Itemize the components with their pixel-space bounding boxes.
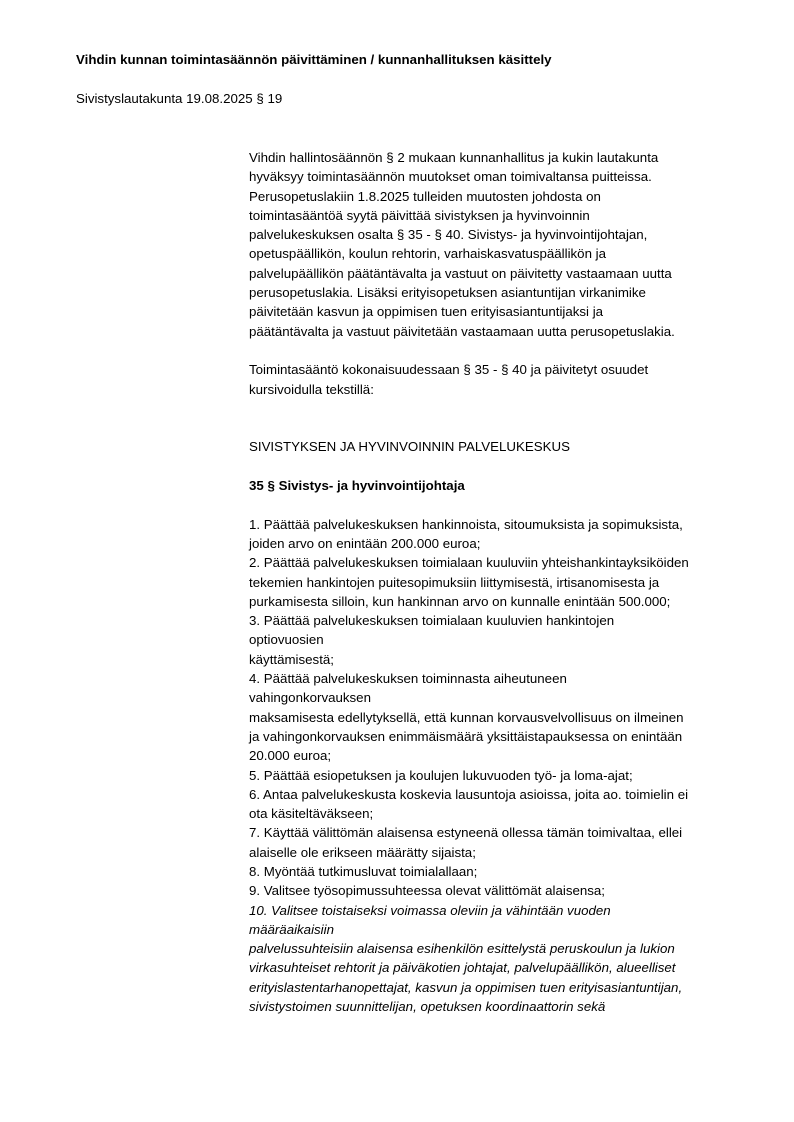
intro-line: opetuspäällikön, koulun rehtorin, varhaiskasvatuspäällikön ja xyxy=(249,246,607,262)
list-item-line: vahingonkorvauksen xyxy=(249,690,371,706)
list-item-line: 7. Käyttää välittömän alaisensa estyneenä ollessa tämän toimivaltaa, ellei xyxy=(249,825,683,841)
list-item-line: joiden arvo on enintään 200.000 euroa; xyxy=(249,535,481,551)
list-item-line: 5. Päättää esiopetuksen ja koulujen lukuvuoden työ- ja loma-ajat; xyxy=(249,767,633,783)
italic-updated-line: virkasuhteiset rehtorit ja päiväkotien johtajat, palvelupäällikön, alueelliset xyxy=(249,960,676,976)
paragraph-heading: 35 § Sivistys- ja hyvinvointijohtaja xyxy=(249,478,465,494)
list-item-line: 20.000 euroa; xyxy=(249,748,332,764)
intro-line: Vihdin hallintosäännön § 2 mukaan kunnanhallitus ja kukin lautakunta xyxy=(249,150,659,165)
intro-line: toimintasääntöä syytä päivittää sivistyksen ja hyvinvoinnin xyxy=(249,207,590,223)
list-item-line: maksamisesta edellytyksellä, että kunnan korvausvelvollisuus on ilmeinen xyxy=(249,709,684,725)
list-item-line: 1. Päättää palvelukeskuksen hankinnoista, sitoumuksista ja sopimuksista, xyxy=(249,516,683,532)
document-title: Vihdin kunnan toimintasäännön päivittäminen / kunnanhallituksen käsittely xyxy=(76,52,552,67)
list-item-line: 6. Antaa palvelukeskusta koskevia lausuntoja asioissa, joita ao. toimielin ei xyxy=(249,786,689,802)
list-item-line: ja vahingonkorvauksen enimmäismäärä yksittäistapauksessa on enintään xyxy=(249,728,683,744)
intro-line: palvelukeskuksen osalta § 35 - § 40. Sivistys- ja hyvinvointijohtajan, xyxy=(249,227,648,243)
list-item-line: optiovuosien xyxy=(249,632,324,648)
italic-updated-line: sivistystoimen suunnittelijan, opetuksen koordinaattorin sekä xyxy=(249,999,606,1015)
italic-updated-line: palvelussuhteisiin alaisensa esihenkilön esittelystä peruskoulun ja lukion xyxy=(249,941,675,957)
intro-line: hyväksyy toimintasäännön muutokset oman toimivaltansa puitteissa. xyxy=(249,169,652,185)
italic-updated-line: määräaikaisiin xyxy=(249,921,334,937)
list-item-line: 2. Päättää palvelukeskuksen toimialaan kuuluviin yhteishankintayksiköiden xyxy=(249,555,689,571)
intro-line: Perusopetuslakiin 1.8.2025 tulleiden muutosten johdosta on xyxy=(249,188,601,204)
list-item-line: 4. Päättää palvelukeskuksen toiminnasta aiheutuneen xyxy=(249,671,567,687)
section-heading: SIVISTYKSEN JA HYVINVOINNIN PALVELUKESKUS xyxy=(249,439,570,455)
list-item-line: alaiselle ole erikseen määrätty sijaista; xyxy=(249,844,476,860)
meeting-reference: Sivistyslautakunta 19.08.2025 § 19 xyxy=(76,91,283,106)
list-item-line: 3. Päättää palvelukeskuksen toimialaan kuuluvien hankintojen xyxy=(249,613,615,629)
intro-line: päätäntävalta ja vastuut päivitetään vastaamaan uutta perusopetuslakia. xyxy=(249,323,675,339)
list-item-line: 8. Myöntää tutkimusluvat toimialallaan; xyxy=(249,863,478,879)
document-body xyxy=(249,148,749,1016)
intro-paragraph xyxy=(249,148,749,341)
intro-line: palvelupäällikön päätäntävalta ja vastuut on päivitetty vastaamaan uutta xyxy=(249,265,672,281)
intro-line: perusopetuslakia. Lisäksi erityisopetuksen asiantuntijan virkanimike xyxy=(249,285,646,301)
duties-list xyxy=(249,515,749,1017)
note-line: kursivoidulla tekstillä: xyxy=(249,381,374,397)
note-paragraph xyxy=(249,360,749,399)
italic-updated-line: erityislastentarhanopettajat, kasvun ja oppimisen tuen erityisasiantuntijan, xyxy=(249,979,683,995)
list-item-line: 9. Valitsee työsopimussuhteessa olevat välittömät alaisensa; xyxy=(249,883,606,899)
list-item-line: käyttämisestä; xyxy=(249,651,334,667)
list-item-line: tekemien hankintojen puitesopimuksiin liittymisestä, irtisanomisesta ja xyxy=(249,574,660,590)
list-item-line: ota käsiteltäväkseen; xyxy=(249,806,374,822)
note-line: Toimintasääntö kokonaisuudessaan § 35 - § 40 ja päivitetyt osuudet xyxy=(249,362,649,378)
intro-line: päivitetään kasvun ja oppimisen tuen erityisasiantuntijaksi ja xyxy=(249,304,604,320)
italic-updated-line: 10. Valitsee toistaiseksi voimassa oleviin ja vähintään vuoden xyxy=(249,902,611,918)
list-item-line: purkamisesta silloin, kun hankinnan arvo on kunnalle enintään 500.000; xyxy=(249,593,671,609)
